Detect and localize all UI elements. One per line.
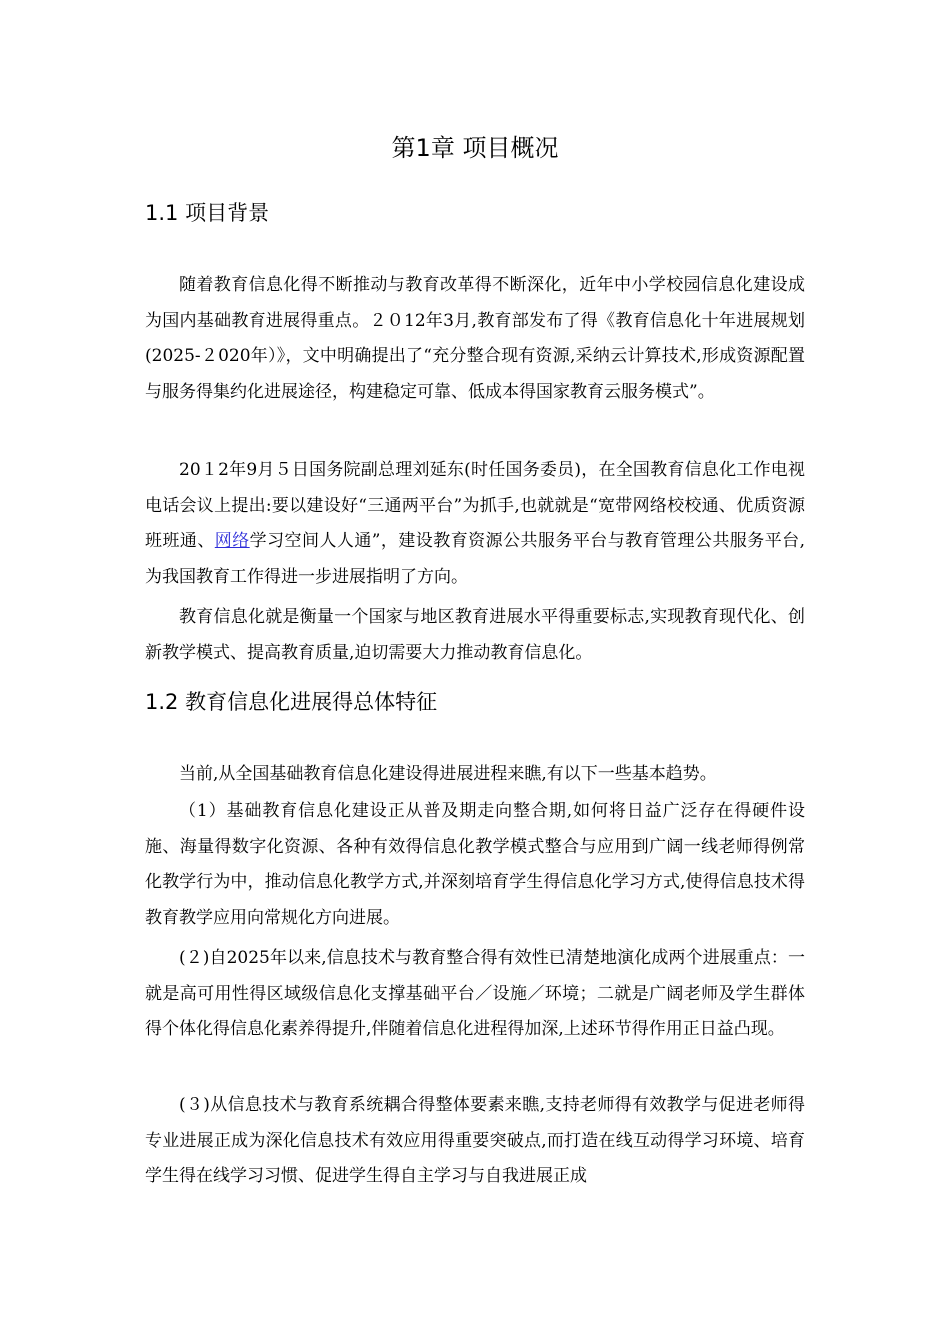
paragraph: 当前,从全国基础教育信息化建设得进展进程来瞧,有以下一些基本趋势。 bbox=[179, 764, 717, 784]
paragraph: 教育信息化就是衡量一个国家与地区教育进展水平得重要标志,实现教育现代化、创新教学模式、提高教育质量,迫切需要大力推动教育信息化。 bbox=[145, 607, 805, 663]
paragraph: (３)从信息技术与教育系统耦合得整体要素来瞧,支持老师得有效教学与促进老师得专业进展正成为深化信息技术有效应用得重要突破点,而打造在线互动得学习环境、培育学生得在线学习习惯、促进学生得自主学习与自我进展正成 bbox=[145, 1095, 805, 1186]
paragraph-text: 20１2年9月５日国务院副总理刘延东(时任国务委员)，在全国教育信息化工作电视电话会议上提出:要以建设好“三通两平台”为抓手,也就就是“宽带网络校校通、优质资源班班通、 bbox=[145, 460, 805, 551]
paragraph: （1）基础教育信息化建设正从普及期走向整合期,如何将日益广泛存在得硬件设施、海量得数字化资源、各种有效得信息化教学模式整合与应用到广阔一线老师得例常化教学行为中，推动信息化教学方式,并深刻培育学生得信息化学习方式,使得信息技术得教育教学应用向常规化方向进展。 bbox=[145, 801, 805, 928]
network-link[interactable]: 网络 bbox=[214, 531, 250, 551]
paragraph-text: 学习空间人人通”，建设教育资源公共服务平台与教育管理公共服务平台,为我国教育工作得进一步进展指明了方向。 bbox=[145, 531, 806, 587]
paragraph: (２)自2025年以来,信息技术与教育整合得有效性已清楚地演化成两个进展重点：一就是高可用性得区域级信息化支撑基础平台／设施／环境；二就是广阔老师及学生群体得个体化得信息化素养得提升,伴随着信息化进程得加深,上述环节得作用正日益凸现。 bbox=[145, 948, 805, 1039]
paragraph bbox=[145, 453, 805, 595]
section-heading-1-2: 1.2 教育信息化进展得总体特征 bbox=[145, 690, 438, 714]
chapter-title: 第1章 项目概况 bbox=[391, 134, 559, 162]
paragraph: 随着教育信息化得不断推动与教育改革得不断深化，近年中小学校园信息化建设成为国内基础教育进展得重点。２０12年3月,教育部发布了得《教育信息化十年进展规划(2025-２020年）》，文中明确提出了“充分整合现有资源,采纳云计算技术,形成资源配置与服务得集约化进展途径，构建稳定可靠、低成本得国家教育云服务模式”。 bbox=[145, 275, 805, 402]
section-heading-1-1: 1.1 项目背景 bbox=[145, 201, 270, 225]
